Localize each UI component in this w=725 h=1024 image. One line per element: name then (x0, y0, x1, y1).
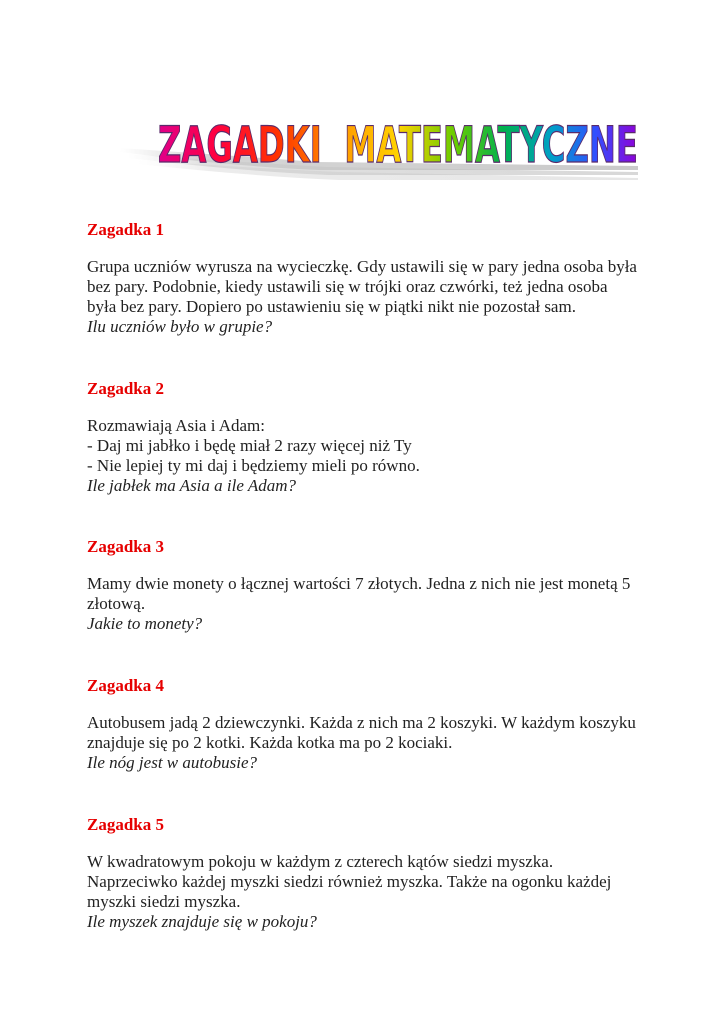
puzzle-line: Mamy dwie monety o łącznej wartości 7 złotych. Jedna z nich nie jest monetą 5 (87, 574, 631, 593)
puzzle-line: Rozmawiają Asia i Adam: (87, 416, 265, 435)
puzzle-list (87, 220, 647, 932)
spacer (87, 337, 647, 379)
puzzle-title: Zagadka 3 (87, 537, 164, 556)
puzzle-question: Ile myszek znajduje się w pokoju? (87, 912, 317, 931)
puzzle-text (87, 713, 647, 773)
puzzle-2 (87, 379, 647, 496)
puzzle-line: myszki siedzi myszka. (87, 892, 241, 911)
puzzle-text (87, 257, 647, 337)
puzzle-line: Autobusem jadą 2 dziewczynki. Każda z nich ma 2 koszyki. W każdym koszyku (87, 713, 636, 732)
spacer (87, 773, 647, 815)
puzzle-question: Ile jabłek ma Asia a ile Adam? (87, 476, 297, 495)
spacer (87, 496, 647, 537)
puzzle-line: znajduje się po 2 kotki. Każda kotka ma po 2 kociaki. (87, 733, 453, 752)
puzzle-question: Jakie to monety? (87, 614, 203, 633)
puzzle-3 (87, 537, 647, 634)
puzzle-line: bez pary. Podobnie, kiedy ustawili się w trójki oraz czwórki, też jedna osoba (87, 277, 608, 296)
spacer (87, 634, 647, 676)
puzzle-title: Zagadka 5 (87, 815, 164, 834)
puzzle-text (87, 416, 647, 496)
title-banner (118, 112, 648, 182)
puzzle-line: złotową. (87, 594, 146, 613)
puzzle-5 (87, 815, 647, 932)
puzzle-question: Ile nóg jest w autobusie? (87, 753, 257, 772)
puzzle-line: Grupa uczniów wyrusza na wycieczkę. Gdy ustawili się w pary jedna osoba była (87, 257, 637, 276)
puzzle-4 (87, 676, 647, 773)
puzzle-title: Zagadka 4 (87, 676, 164, 695)
puzzle-title: Zagadka 1 (87, 220, 164, 239)
puzzle-question: Ilu uczniów było w grupie? (87, 317, 273, 336)
puzzle-text (87, 574, 647, 634)
puzzle-title: Zagadka 2 (87, 379, 164, 398)
puzzle-text (87, 852, 647, 932)
page-title: ZAGADKI MATEMATYCZNE (158, 116, 638, 174)
puzzle-line: - Daj mi jabłko i będę miał 2 razy więcej niż Ty (87, 436, 412, 455)
puzzle-line: Naprzeciwko każdej myszki siedzi również myszka. Także na ogonku każdej (87, 872, 612, 891)
puzzle-line: była bez pary. Dopiero po ustawieniu się w piątki nikt nie pozostał sam. (87, 297, 576, 316)
title-banner-wordart (118, 112, 648, 182)
puzzle-line: - Nie lepiej ty mi daj i będziemy mieli po równo. (87, 456, 420, 475)
puzzle-line: W kwadratowym pokoju w każdym z czterech kątów siedzi myszka. (87, 852, 554, 871)
puzzle-1 (87, 220, 647, 337)
